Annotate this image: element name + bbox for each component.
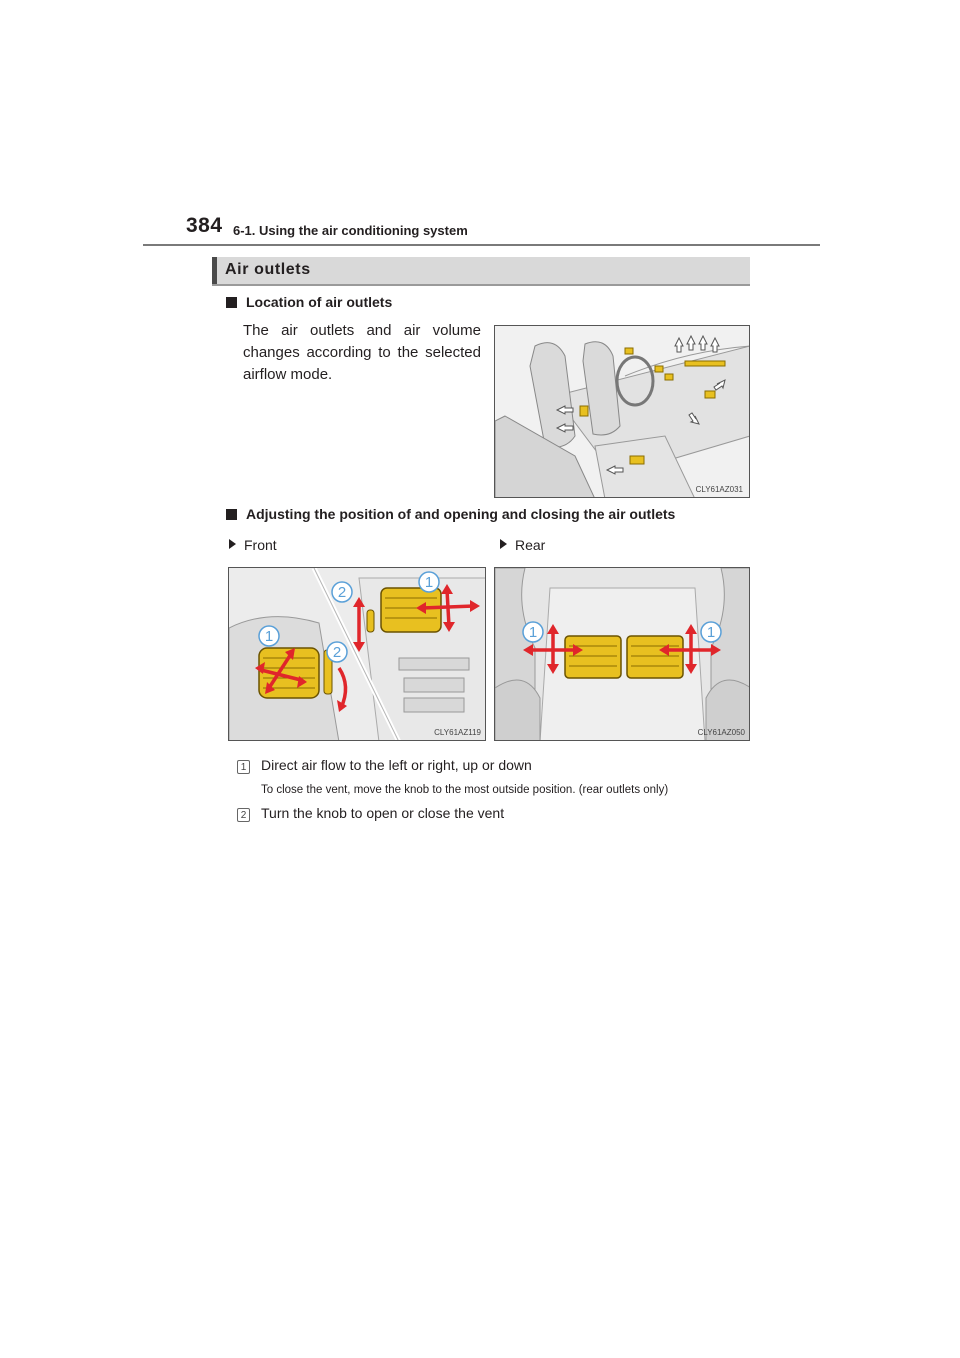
car-interior-illustration (495, 326, 750, 498)
rear-label-text: Rear (515, 537, 546, 553)
page-number: 384 (186, 214, 223, 237)
location-heading-text: Location of air outlets (246, 294, 393, 310)
triangle-bullet-icon (500, 539, 507, 549)
rear-vent-figure (494, 567, 750, 741)
rear-figure-code: CLY61AZ050 (697, 728, 745, 737)
front-label (229, 537, 277, 553)
rear-vent-illustration (495, 568, 750, 741)
adjusting-heading (226, 506, 675, 522)
front-label-text: Front (244, 537, 277, 553)
section-bar (212, 257, 750, 286)
header-rule (143, 244, 820, 246)
bullet-square-icon (226, 297, 237, 308)
marker-1: 1 (706, 624, 716, 641)
marker-2: 2 (337, 584, 347, 601)
marker-2: 2 (332, 644, 342, 661)
step-1-text: Direct air flow to the left or right, up or down (261, 757, 532, 773)
front-vent-illustration (229, 568, 486, 741)
bullet-square-icon (226, 509, 237, 520)
marker-1: 1 (264, 628, 274, 645)
figure-code: CLY61AZ031 (695, 485, 743, 494)
location-heading (226, 294, 392, 310)
marker-1: 1 (424, 574, 434, 591)
chapter-title: 6-1. Using the air conditioning system (233, 223, 468, 238)
section-tab (212, 257, 217, 284)
step-2-text: Turn the knob to open or close the vent (261, 805, 505, 821)
adjusting-heading-text: Adjusting the position of and opening and closing the air outlets (246, 506, 676, 522)
step-1-number: 1 (237, 757, 250, 775)
front-figure-code: CLY61AZ119 (434, 728, 481, 737)
car-interior-figure (494, 325, 750, 498)
section-title: Air outlets (225, 261, 311, 278)
marker-1: 1 (528, 624, 538, 641)
front-vent-figure (228, 567, 486, 741)
location-text: The air outlets and air volume changes according to the selected airflow mode. (243, 322, 481, 383)
step-2-number: 2 (237, 805, 250, 823)
rear-label (500, 537, 545, 553)
triangle-bullet-icon (229, 539, 236, 549)
step-1-note: To close the vent, move the knob to the most outside position. (rear outlets only) (261, 784, 669, 796)
